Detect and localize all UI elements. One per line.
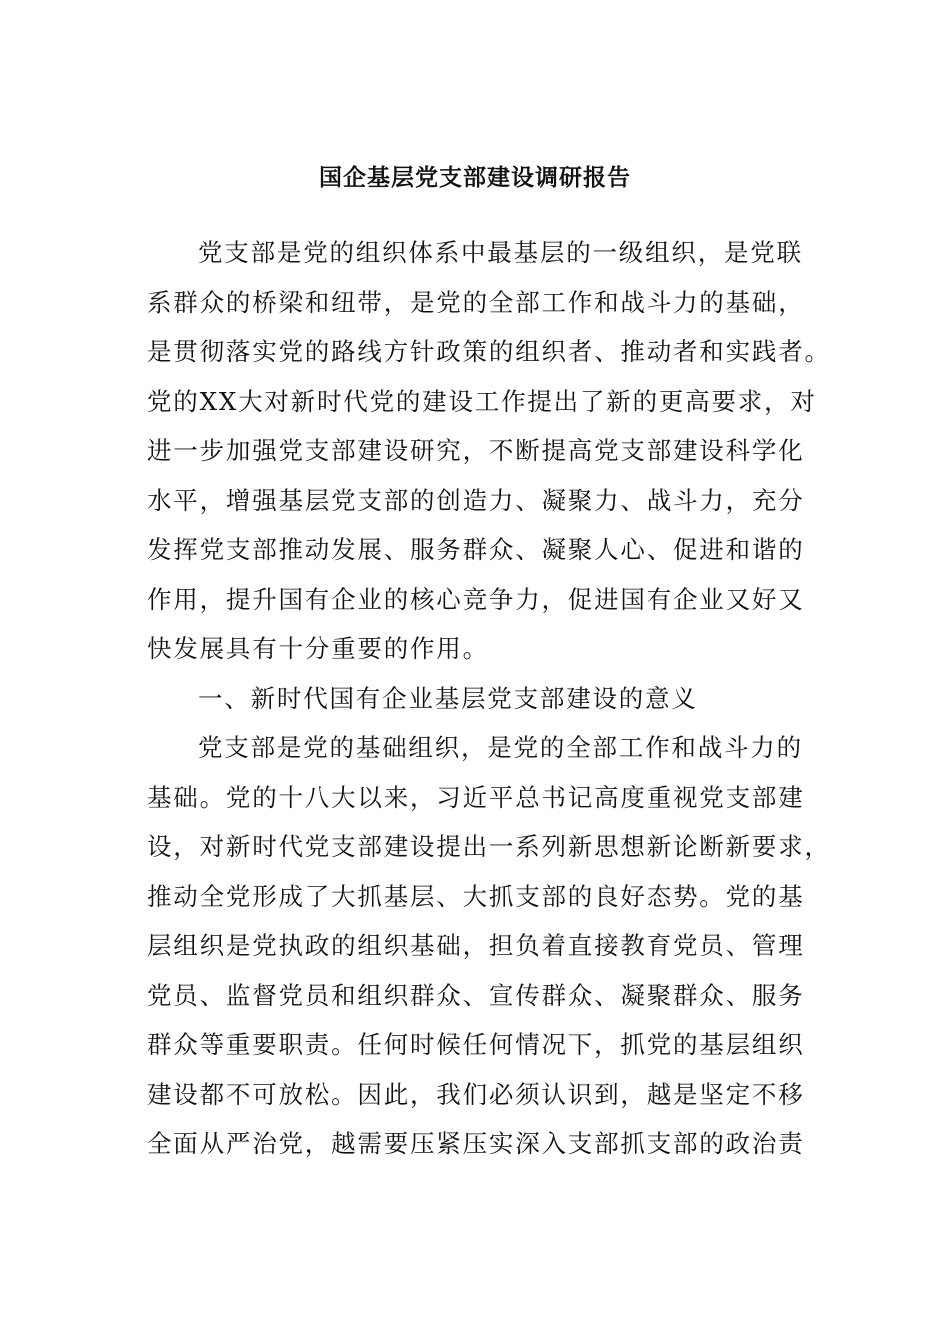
paragraph-2-line-2: 基础。党的十八大以来，习近平总书记高度重视党支部建: [147, 782, 805, 812]
paragraph-2-line-9: 全面从严治党，越需要压紧压实深入支部抓支部的政治责: [147, 1129, 805, 1158]
paragraph-1-line-6: 水平，增强基层党支部的创造力、凝聚力、战斗力，充分: [147, 485, 805, 515]
paragraph-1-line-3: 是贯彻落实党的路线方针政策的组织者、推动者和实践者。: [147, 337, 831, 366]
paragraph-2-line-1: 党支部是党的基础组织，是党的全部工作和战斗力的: [198, 733, 803, 762]
paragraph-1-line-7: 发挥党支部推动发展、服务群众、凝聚人心、促进和谐的: [147, 535, 805, 564]
paragraph-2-line-4: 推动全党形成了大抓基层、大抓支部的良好态势。党的基: [147, 881, 805, 911]
paragraph-2-line-5: 层组织是党执政的组织基础，担负着直接教育党员、管理: [147, 931, 805, 960]
paragraph-2-line-8: 建设都不可放松。因此，我们必须认识到，越是坚定不移: [147, 1079, 805, 1109]
paragraph-1-line-1: 党支部是党的组织体系中最基层的一级组织，是党联: [198, 238, 803, 267]
paragraph-1-line-4: 党的XX大对新时代党的建设工作提出了新的更高要求，对: [147, 386, 817, 416]
paragraph-1-line-2: 系群众的桥梁和纽带，是党的全部工作和战斗力的基础，: [147, 287, 805, 317]
paragraph-1-line-8: 作用，提升国有企业的核心竞争力，促进国有企业又好又: [147, 584, 805, 614]
document-body: [147, 228, 831, 1169]
document-title: 国企基层党支部建设调研报告: [319, 164, 631, 191]
section-heading-1: 一、新时代国有企业基层党支部建设的意义: [198, 683, 698, 713]
paragraph-2-line-7: 群众等重要职责。任何时候任何情况下，抓党的基层组织: [147, 1030, 805, 1059]
paragraph-2-line-6: 党员、监督党员和组织群众、宣传群众、凝聚群众、服务: [147, 980, 805, 1010]
paragraph-2-line-3: 设，对新时代党支部建设提出一系列新思想新论断新要求，: [147, 832, 831, 861]
paragraph-1-line-9: 快发展具有十分重要的作用。: [147, 634, 489, 663]
paragraph-1-line-5: 进一步加强党支部建设研究，不断提高党支部建设科学化: [147, 436, 805, 465]
